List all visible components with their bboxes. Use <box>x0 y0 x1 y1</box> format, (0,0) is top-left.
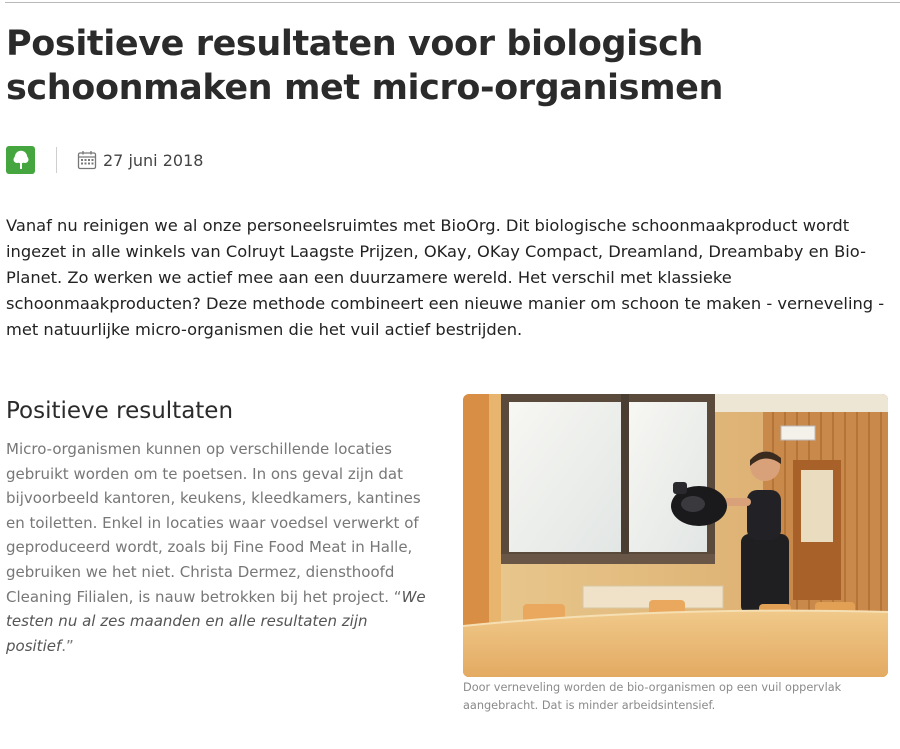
tree-icon[interactable] <box>6 146 35 174</box>
article-intro: Vanaf nu reinigen we al onze personeelsruimtes met BioOrg. Dit biologische schoonmaakproduct wordt ingezet in alle winkels van Colruyt Laagste Prijzen, OKay, OKay Compact, Dreamland, Dreambaby en Bio-Planet. Zo werken we actief mee aan een duurzamere wereld. Het verschil met klassieke schoonmaakproducten? Deze methode combineert een nieuwe manier om schoon te maken - verneveling - met natuurlijke micro-organismen die het vuil actief bestrijden. <box>6 216 885 339</box>
quote-text: We testen nu al zes maanden en alle resultaten zijn positief <box>6 587 426 655</box>
publish-date: 27 juni 2018 <box>103 150 204 170</box>
photo-caption: Door verneveling worden de bio-organismen op een vuil oppervlak aangebracht. Dat is minder arbeidsintensief. <box>463 681 842 712</box>
section-text: Micro-organismen kunnen op verschillende locaties gebruikt worden om te poetsen. In ons geval zijn dat bijvoorbeeld kantoren, keukens, kleedkamers, kantines en toiletten. Enkel in locaties waar voedsel verwerkt of geproduceerd wordt, zoals bij Fine Food Meat in Halle, gebruiken we het niet. Christa Dermez, diensthoofd Cleaning Filialen, is nauw betrokken bij het project. “ <box>6 440 421 606</box>
meta-divider <box>56 147 57 173</box>
article-meta <box>6 146 203 174</box>
article-photo <box>463 394 888 677</box>
section-heading: Positieve resultaten <box>6 398 234 424</box>
article-title: Positieve resultaten voor biologisch schoonmaken met micro-organismen <box>6 24 723 108</box>
quote-end: .” <box>61 636 74 655</box>
section-body <box>6 437 436 658</box>
calendar-icon <box>77 150 97 170</box>
top-divider <box>5 2 900 3</box>
